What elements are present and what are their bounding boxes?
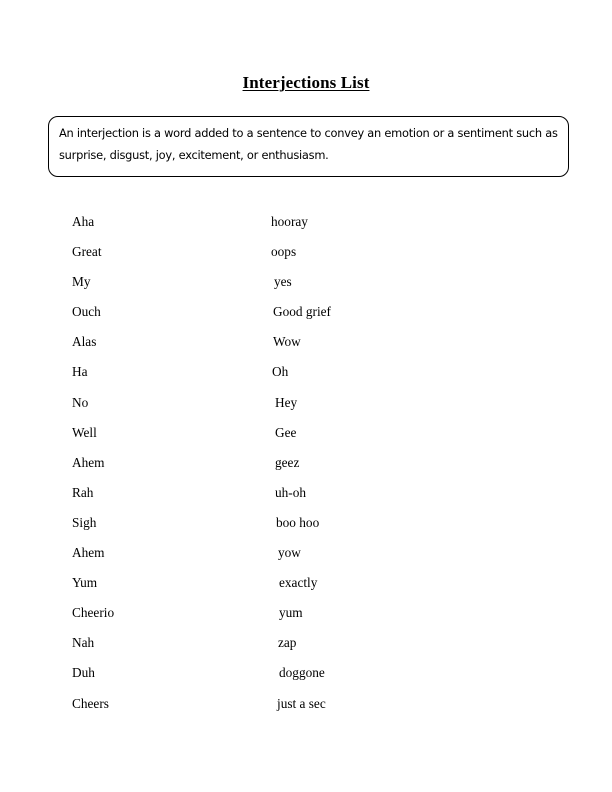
definition-box xyxy=(48,116,569,177)
left-column-word: Nah xyxy=(72,635,95,651)
right-column-word: yow xyxy=(278,545,301,561)
left-column-word: Aha xyxy=(72,214,95,229)
left-column-word: Yum xyxy=(72,575,98,591)
right-column-word: yum xyxy=(279,605,303,621)
right-column-word: zap xyxy=(278,635,297,651)
left-column-word: Duh xyxy=(72,665,95,681)
interjection-word-list xyxy=(0,210,612,722)
list-item xyxy=(0,330,612,360)
right-column-word: doggone xyxy=(279,665,325,681)
right-column-word: Hey xyxy=(275,394,298,410)
left-column-word: Rah xyxy=(72,484,94,500)
right-column-word: just a sec xyxy=(277,695,326,711)
left-column-word: Cheerio xyxy=(72,605,115,621)
right-column-word: Gee xyxy=(275,424,297,440)
list-item xyxy=(0,661,612,691)
right-column-word: yes xyxy=(274,274,292,290)
left-column-word: Sigh xyxy=(72,514,97,530)
page-title: Interjections List xyxy=(242,73,370,92)
list-item xyxy=(0,421,612,451)
list-item xyxy=(0,270,612,300)
list-item xyxy=(0,571,612,601)
left-column-word: Well xyxy=(72,424,97,440)
list-item xyxy=(0,210,612,240)
right-column-word: hooray xyxy=(271,214,308,229)
left-column-word: Ahem xyxy=(72,454,105,470)
list-item xyxy=(0,541,612,571)
left-column-word: Cheers xyxy=(72,695,109,711)
left-column-word: Ha xyxy=(72,364,88,380)
left-column-word: My xyxy=(72,274,91,290)
list-item xyxy=(0,631,612,661)
right-column-word: Wow xyxy=(273,334,301,350)
right-column-word: boo hoo xyxy=(276,514,320,530)
definition-text: An interjection is a word added to a sentence to convey an emotion or a sentiment such as surprise, disgust, joy, excitement, or enthusiasm. xyxy=(59,126,558,162)
left-column-word: No xyxy=(72,394,89,410)
list-item xyxy=(0,240,612,270)
list-item xyxy=(0,481,612,511)
list-item xyxy=(0,300,612,330)
left-column-word: Ahem xyxy=(72,545,105,561)
right-column-word: uh-oh xyxy=(275,484,307,500)
left-column-word: Great xyxy=(72,244,102,260)
left-column-word: Ouch xyxy=(72,304,101,320)
list-item xyxy=(0,360,612,390)
list-item xyxy=(0,511,612,541)
list-item xyxy=(0,391,612,421)
right-column-word: oops xyxy=(271,244,297,260)
right-column-word: Good grief xyxy=(273,304,331,320)
left-column-word: Alas xyxy=(72,334,97,350)
right-column-word: exactly xyxy=(279,575,318,591)
right-column-word: geez xyxy=(275,454,300,470)
list-item xyxy=(0,692,612,722)
list-item xyxy=(0,451,612,481)
list-item xyxy=(0,601,612,631)
right-column-word: Oh xyxy=(272,364,289,380)
